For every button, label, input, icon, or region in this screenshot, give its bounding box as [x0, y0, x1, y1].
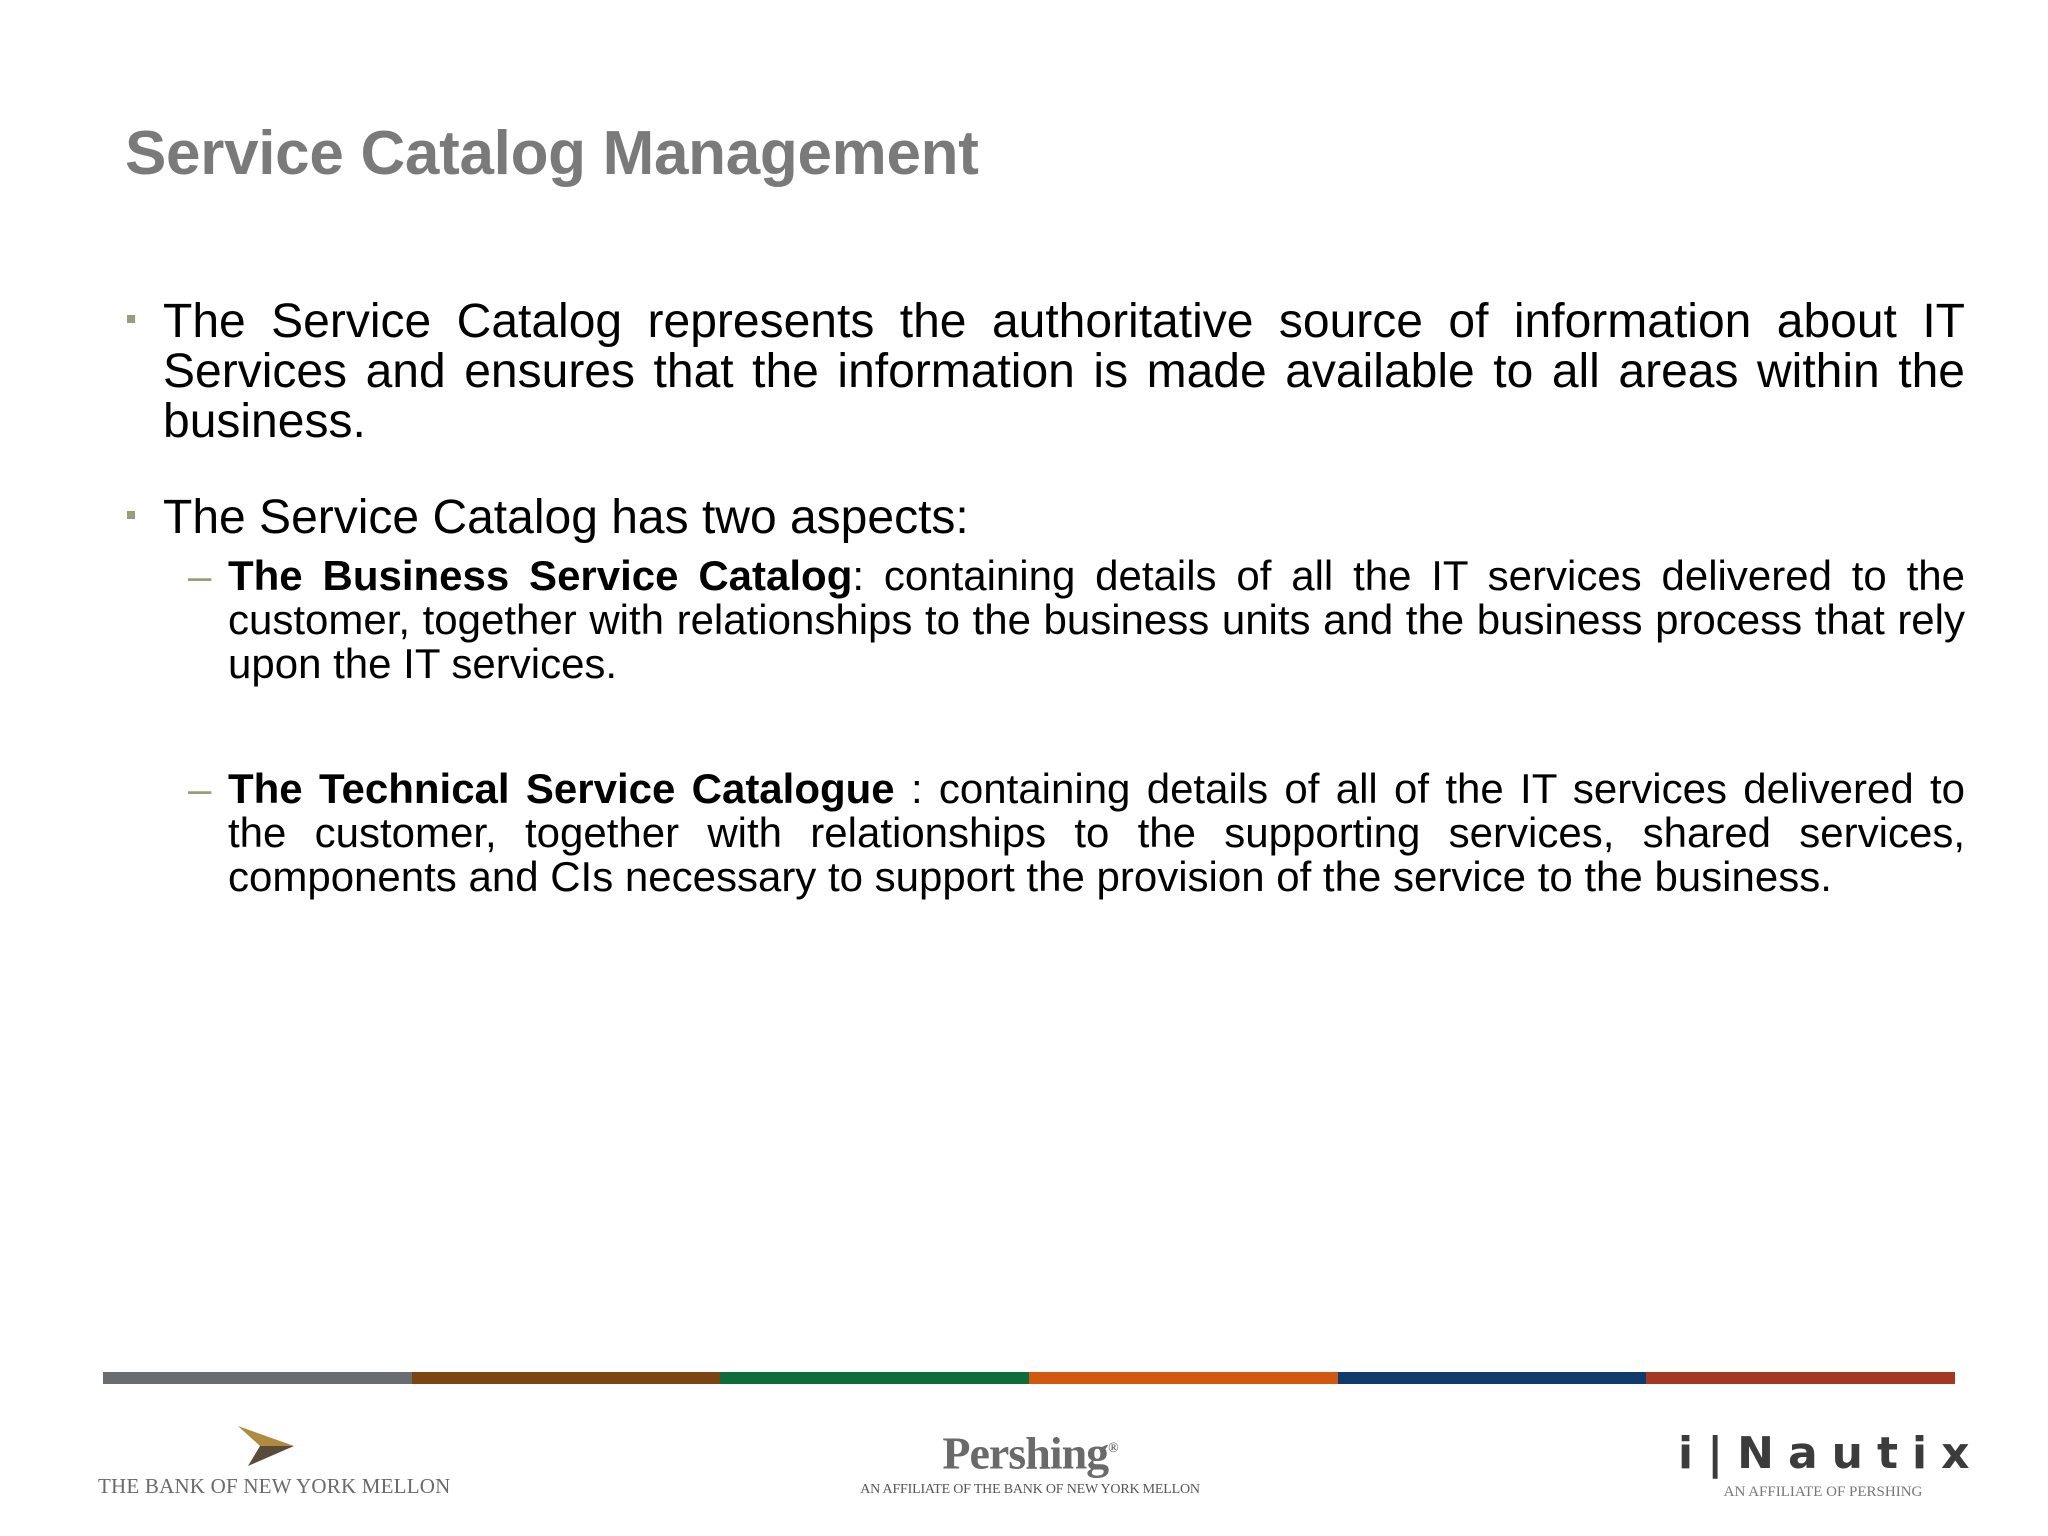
color-bar-segment	[103, 1372, 412, 1384]
sub-bullet-description: containing details of all of the IT services delivered to the customer, together with relationships to the supporting services, shared services, components and CIs necessary to support the provision of the service to the business.	[228, 765, 1965, 900]
slide-title: Service Catalog Management	[125, 119, 979, 188]
square-bullet-icon	[127, 511, 135, 519]
square-bullet-icon	[127, 315, 135, 323]
sub-bullet-item	[188, 765, 1965, 900]
inautix-logo-tagline: AN AFFILIATE OF PERSHING	[1723, 1484, 1923, 1500]
slide-body	[125, 297, 1965, 899]
footer-color-bar	[103, 1372, 1955, 1384]
bullet-text: The Service Catalog has two aspects:	[163, 491, 969, 544]
color-bar-segment	[412, 1372, 721, 1384]
bullet-text: The Service Catalog represents the authoritative source of information about IT Services and ensures that the information is made available to all areas within the business.	[163, 295, 1965, 448]
bny-mellon-arrow-icon	[238, 1426, 294, 1466]
color-bar-segment	[1029, 1372, 1338, 1384]
bullet-item	[125, 297, 1965, 447]
sub-bullet-separator: :	[852, 552, 865, 599]
pershing-logo-tagline: AN AFFILIATE OF THE BANK OF NEW YORK MELLON	[860, 1482, 1200, 1498]
bullet-item	[125, 493, 1965, 543]
inautix-logo-wordmark: i|Nautix	[1678, 1428, 1984, 1479]
bny-mellon-logo-text: THE BANK OF NEW YORK MELLON	[98, 1474, 451, 1498]
pershing-logo-name: Pershing	[942, 1427, 1109, 1479]
color-bar-segment	[1646, 1372, 1955, 1384]
dash-bullet-icon: –	[188, 552, 212, 599]
pershing-logo-wordmark	[860, 1424, 1200, 1478]
pershing-logo	[860, 1424, 1200, 1504]
sub-bullet-description: containing details of all the IT services delivered to the customer, together with relationships to the business units and the business process that rely upon the IT services.	[228, 552, 1965, 687]
sub-bullet-term: The Business Service Catalog	[228, 552, 853, 599]
sub-bullet-separator: :	[894, 765, 923, 812]
inautix-logo	[1678, 1426, 1984, 1506]
color-bar-segment	[1338, 1372, 1647, 1384]
sub-bullet-term: The Technical Service Catalogue	[228, 765, 895, 812]
bny-mellon-logo	[98, 1426, 451, 1498]
dash-bullet-icon: –	[188, 765, 212, 812]
color-bar-segment	[720, 1372, 1029, 1384]
pershing-logo-mark: ®	[1108, 1441, 1118, 1456]
sub-bullet-item	[188, 552, 1965, 687]
